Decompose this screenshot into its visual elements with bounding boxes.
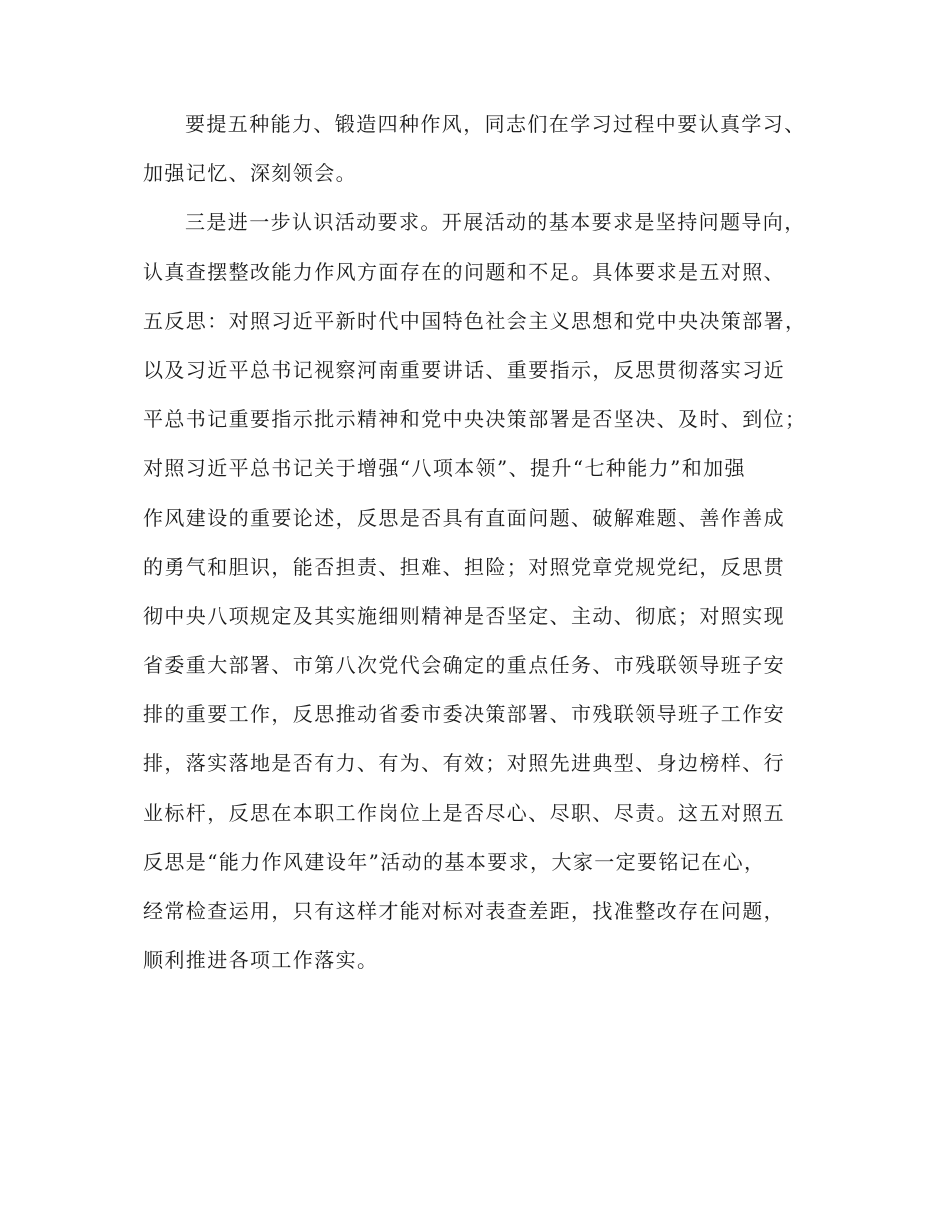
paragraph-2-line-9: 彻中央八项规定及其实施细则精神是否坚定、主动、彻底；对照实现 xyxy=(143,603,785,628)
document-body xyxy=(143,100,807,985)
paragraph-2-line-2: 认真查摆整改能力作风方面存在的问题和不足。具体要求是五对照、 xyxy=(143,259,785,284)
paragraph-2-line-16: 顺利推进各项工作落实。 xyxy=(143,948,379,973)
paragraph-2-line-15: 经常检查运用，只有这样才能对标对表查差距，找准整改存在问题， xyxy=(143,899,785,923)
paragraph-1-line-1: 要提五种能力、锻造四种作风，同志们在学习过程中要认真学习、 xyxy=(185,112,806,136)
paragraph-2-line-1: 三是进一步认识活动要求。开展活动的基本要求是坚持问题导向， xyxy=(185,210,806,235)
paragraph-2-line-13: 业标杆，反思在本职工作岗位上是否尽心、尽职、尽责。这五对照五 xyxy=(143,800,785,825)
paragraph-2-line-7: 作风建设的重要论述，反思是否具有直面问题、破解难题、善作善成 xyxy=(143,505,785,530)
paragraph-2-line-3: 五反思：对照习近平新时代中国特色社会主义思想和党中央决策部署， xyxy=(143,308,807,333)
paragraph-2-line-6: 对照习近平总书记关于增强“八项本领”、提升“七种能力”和加强 xyxy=(143,456,746,481)
paragraph-1-line-2: 加强记忆、深刻领会。 xyxy=(143,161,357,186)
paragraph-2-line-8: 的勇气和胆识，能否担责、担难、担险；对照党章党规党纪，反思贯 xyxy=(143,554,785,579)
paragraph-2-line-12: 排，落实落地是否有力、有为、有效；对照先进典型、身边榜样、行 xyxy=(143,751,785,776)
paragraph-2-line-10: 省委重大部署、市第八次党代会确定的重点任务、市残联领导班子安 xyxy=(143,653,785,678)
paragraph-2-line-11: 排的重要工作，反思推动省委市委决策部署、市残联领导班子工作安 xyxy=(143,702,785,727)
paragraph-2-line-14: 反思是“能力作风建设年”活动的基本要求，大家一定要铭记在心， xyxy=(143,849,766,874)
paragraph-2-line-4: 以及习近平总书记视察河南重要讲话、重要指示，反思贯彻落实习近 xyxy=(143,357,785,382)
paragraph-2-line-5: 平总书记重要指示批示精神和党中央决策部署是否坚决、及时、到位； xyxy=(143,407,807,432)
